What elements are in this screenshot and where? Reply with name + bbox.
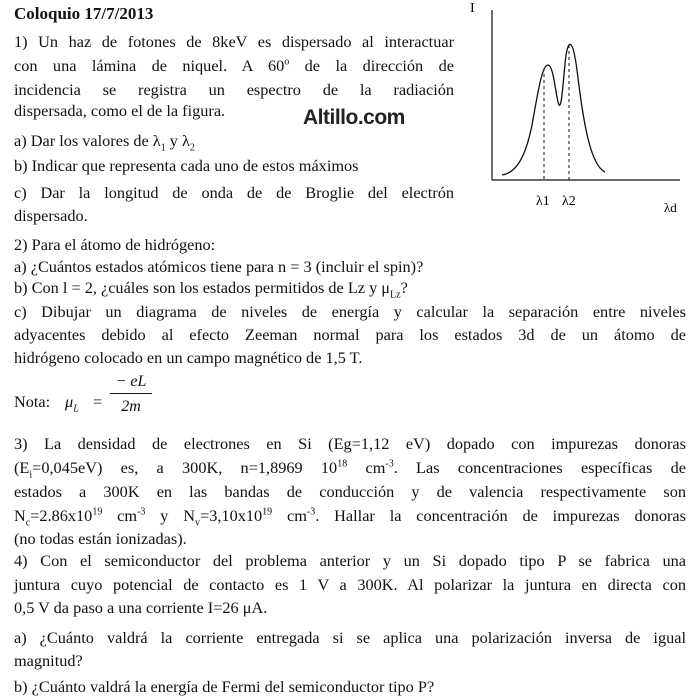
spectrum-graph bbox=[470, 0, 690, 220]
q4-line-2: juntura cuyo potencial de contacto es 1 V a 300K. Al polarizar la juntura en directa con bbox=[14, 575, 686, 594]
q3-line-4: $N_c=2.86x10^{19}$ $cm^{-3}$ y $N_v=3,10x10^{19}$ $cm^{-3}$. Hallar la concentración de impurezas donoras bbox=[14, 506, 686, 529]
nota-fraction bbox=[110, 373, 152, 416]
q2-intro: 2) Para el átomo de hidrógeno: bbox=[14, 235, 216, 254]
q1-line-2: con una lámina de niquel. A 60$^o$ de la dirección de bbox=[14, 56, 454, 75]
nota-lhs: $\mu_L$ bbox=[65, 392, 79, 415]
q1-part-a: a) Dar los valores de $\lambda_1$ y $\lambda_2$ bbox=[14, 131, 195, 154]
q2-part-c-line-1: c) Dibujar un diagrama de niveles de energía y calcular la separación entre niveles bbox=[14, 302, 686, 321]
q1-part-c-line-1: c) Dar la longitud de onda de de Broglie del electrón bbox=[14, 183, 454, 202]
watermark: Altillo.com bbox=[303, 106, 405, 129]
nota-numerator: − eL bbox=[110, 373, 152, 394]
q2-part-c-line-2: adyacentes debido al efecto Zeeman normal para los estados 3d de un átomo de bbox=[14, 325, 686, 344]
nota-denominator: 2m bbox=[121, 398, 141, 415]
q2-part-a: a) ¿Cuántos estados atómicos tiene para n = 3 (incluir el spin)? bbox=[14, 257, 424, 276]
q4-part-a-line-1: a) ¿Cuánto valdrá la corriente entregada si se aplica una polarización inversa de igual bbox=[14, 628, 686, 647]
q3-line-1: 3) La densidad de electrones en Si (Eg=1,12 eV) dopado con impurezas donoras bbox=[14, 434, 686, 453]
q4-part-b: b) ¿Cuánto valdrá la energía de Fermi del semiconductor tipo P? bbox=[14, 677, 435, 696]
graph-x-label: λd bbox=[664, 200, 677, 215]
q2-part-c-line-3: hidrógeno colocado en un campo magnético de 1,5 T. bbox=[14, 348, 363, 367]
q1-line-4: dispersada, como el de la figura. bbox=[14, 101, 226, 120]
q3-line-2: $(E_i=0,045eV)$ es, a 300K, n=1,8969 $10^{18}$ $cm^{-3}$. Las concentraciones específicas de bbox=[14, 458, 686, 481]
page-title: Coloquio 17/7/2013 bbox=[14, 4, 154, 23]
q4-line-1: 4) Con el semiconductor del problema anterior y un Si dopado tipo P se fabrica una bbox=[14, 551, 686, 570]
q3-line-3: estados a 300K en las bandas de conducción y de valencia respectivamente son bbox=[14, 482, 686, 501]
graph-y-label: I bbox=[470, 1, 475, 16]
q1-part-b: b) Indicar que representa cada uno de estos máximos bbox=[14, 156, 359, 175]
q4-part-a-line-2: magnitud? bbox=[14, 651, 83, 670]
nota-label: Nota: bbox=[14, 392, 51, 411]
q2-part-b: b) Con l = 2, ¿cuáles son los estados permitidos de Lz y $\mu_{Lz}$? bbox=[14, 278, 408, 301]
spectrum-curve bbox=[502, 44, 605, 175]
q4-line-3: 0,5 V da paso a una corriente I=26 μA. bbox=[14, 598, 268, 617]
peak-2-label: λ2 bbox=[562, 194, 576, 209]
q1-line-3: incidencia se registra un espectro de la radiación bbox=[14, 80, 454, 99]
nota-equals: = bbox=[93, 392, 103, 411]
q3-line-5: (no todas están ionizadas). bbox=[14, 529, 187, 548]
q1-line-1: 1) Un haz de fotones de 8keV es dispersado al interactuar bbox=[14, 32, 454, 51]
q1-part-c-line-2: dispersado. bbox=[14, 206, 88, 225]
peak-1-label: λ1 bbox=[536, 194, 550, 209]
